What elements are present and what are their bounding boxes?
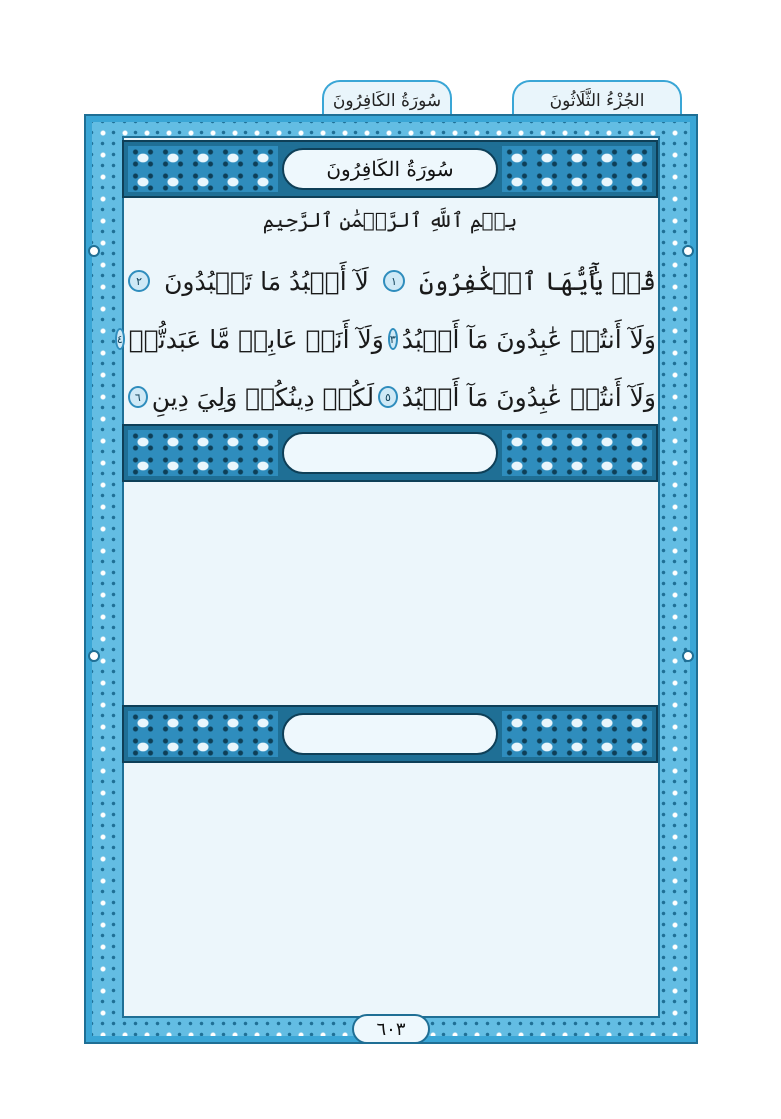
banner-ornament-right [502, 430, 652, 476]
rosette-ornament [88, 650, 100, 662]
verse-text: وَلَآ أَنَا۠ عَابِدٞ مَّا عَبَدتُّمۡ [128, 324, 384, 354]
banner-ornament-left [128, 711, 278, 757]
verse-text: لَكُمۡ دِينُكُمۡ وَلِيَ دِينِ [151, 382, 375, 412]
verse-line-1 [124, 258, 656, 304]
ayah-number-marker: ٢ [128, 270, 150, 292]
empty-cartouche [282, 713, 498, 755]
verse-line-3 [124, 374, 656, 420]
ayah-number-marker: ٤ [115, 328, 125, 350]
rosette-ornament [682, 245, 694, 257]
surah-banner-cartouche [282, 148, 498, 190]
verse-text: وَلَآ أَنتُمۡ عَٰبِدُونَ مَآ أَعۡبُدُ [401, 324, 656, 354]
banner-ornament-left [128, 146, 278, 192]
surah-header-title: سُورَةُ الكَافِرُونَ [332, 91, 442, 111]
page-frame [84, 114, 698, 1044]
banner-ornament-right [502, 146, 652, 192]
basmala: بِسۡمِ ٱللَّهِ ٱلرَّحۡمَٰنِ ٱلرَّحِيمِ [262, 208, 518, 232]
verse-text: وَلَآ أَنتُمۡ عَٰبِدُونَ مَآ أَعۡبُدُ [401, 382, 656, 412]
banner-ornament-left [128, 430, 278, 476]
banner-ornament-right [502, 711, 652, 757]
rosette-ornament [682, 650, 694, 662]
surah-banner-title: سُورَةُ الكَافِرُونَ [326, 157, 454, 181]
lower-banner [122, 705, 658, 763]
ayah-number-marker: ٣ [388, 328, 398, 350]
juz-title: الجُزْءُ الثَّلَاثُونَ [549, 91, 645, 111]
page-number [352, 1014, 430, 1044]
empty-cartouche [282, 432, 498, 474]
rosette-ornament [88, 245, 100, 257]
verse-text: قُلۡ يَٰٓأَيُّهَا ٱلۡكَٰفِرُونَ [418, 266, 656, 296]
surah-banner [122, 140, 658, 198]
ayah-number-marker: ٥ [378, 386, 398, 408]
verse-text: لَآ أَعۡبُدُ مَا تَعۡبُدُونَ [164, 266, 369, 296]
next-surah-banner [122, 424, 658, 482]
ayah-number-marker: ٦ [128, 386, 148, 408]
verse-line-2 [116, 316, 656, 362]
page-number-label: ٦٠٣ [376, 1018, 406, 1040]
ayah-number-marker: ١ [383, 270, 405, 292]
